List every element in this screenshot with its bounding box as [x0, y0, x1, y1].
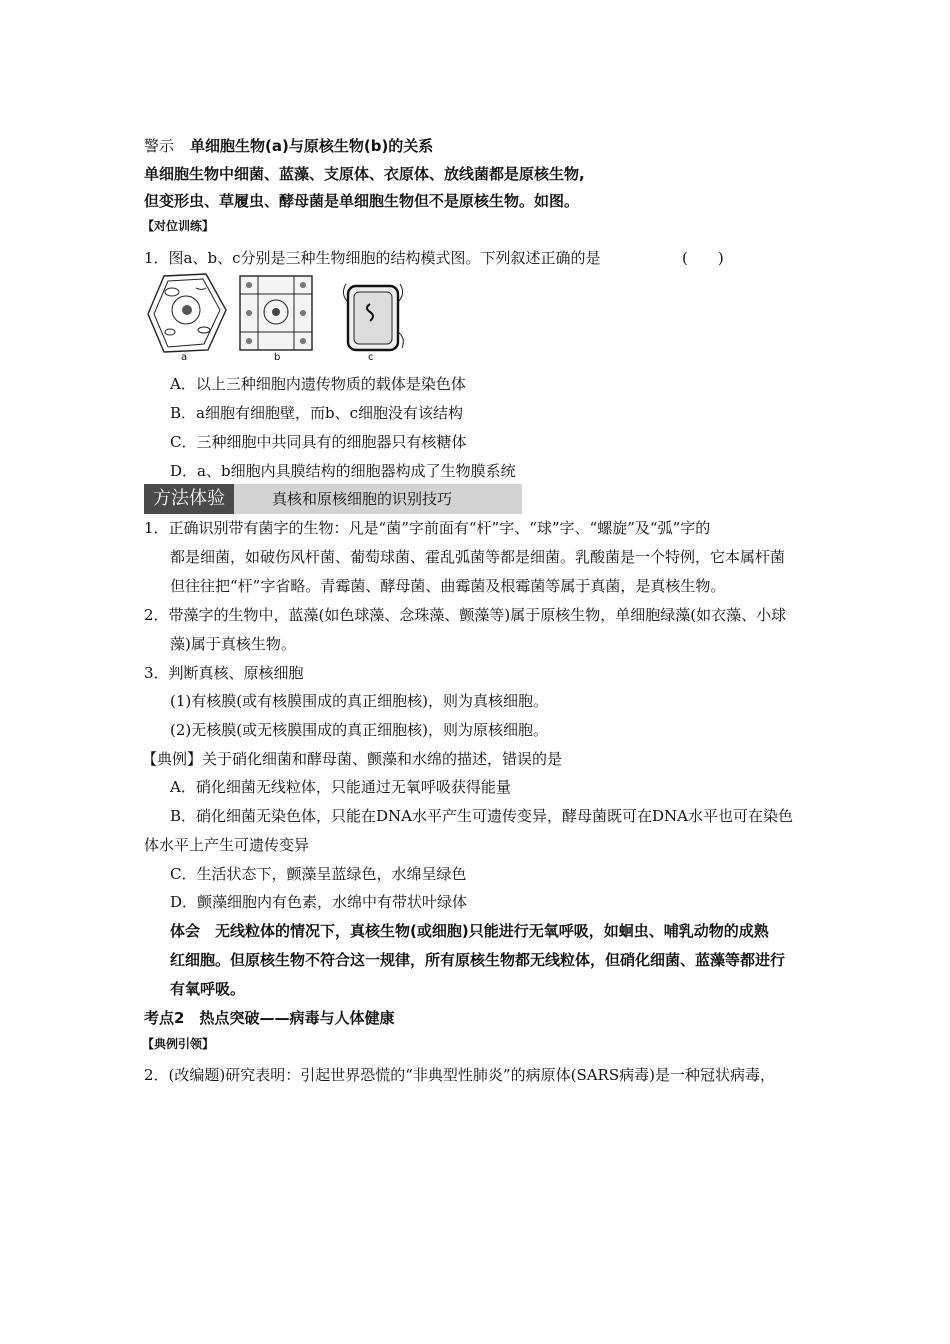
method-2-line-1: 2．带藻字的生物中，蓝藻(如色球藻、念珠藻、颤藻等)属于原核生物，单细胞绿藻(如衣藻、小球	[144, 606, 787, 624]
cell-diagram-figure	[144, 272, 414, 364]
method-3-item-1: (1)有核膜(或有核膜围成的真正细胞核)，则为真核细胞。	[170, 692, 548, 710]
bacterium-drawing	[343, 284, 403, 350]
training-heading: 【对位训练】	[142, 219, 215, 233]
example-option-a: A．硝化细菌无线粒体，只能通过无氧呼吸获得能量	[170, 778, 511, 796]
q1-option-a: A．以上三种细胞内遗传物质的载体是染色体	[170, 375, 466, 393]
example-stem: 【典例】关于硝化细菌和酵母菌、颤藻和水绵的描述，错误的是	[142, 750, 563, 768]
method-1-line-1: 1．正确识别带有菌字的生物：凡是“菌”字前面有“杆”字、“球”字、“螺旋”及“弧”字的	[144, 519, 711, 537]
insight-line-2: 红细胞。但原核生物不符合这一规律，所有原核生物都无线粒体，但硝化细菌、蓝藻等都进行	[170, 951, 786, 969]
warning-heading	[144, 136, 433, 156]
q1-option-c: C．三种细胞中共同具有的细胞器只有核糖体	[170, 433, 467, 451]
warning-label: 警示	[144, 137, 175, 155]
method-1-line-3: 但往往把“杆”字省略。青霉菌、酵母菌、曲霉菌及根霉菌等属于真菌，是真核生物。	[170, 577, 726, 595]
method-tag: 方法体验	[144, 484, 234, 514]
warning-title: 单细胞生物(a)与原核生物(b)的关系	[190, 137, 434, 155]
cell-diagrams	[144, 272, 414, 364]
animal-cell-drawing	[240, 276, 312, 350]
lead-heading: 【典例引领】	[142, 1037, 215, 1051]
q1-stem: 1．图a、b、c分别是三种生物细胞的结构模式图。下列叙述正确的是	[144, 249, 601, 267]
q1-option-d: D．a、b细胞内具膜结构的细胞器构成了生物膜系统	[170, 462, 516, 480]
method-title: 真核和原核细胞的识别技巧	[272, 490, 453, 508]
example-option-b-line-2: 体水平上产生可遗传变异	[144, 836, 310, 854]
q1-option-b: B．a细胞有细胞壁，而b、c细胞没有该结构	[170, 404, 463, 422]
insight-line-3: 有氧呼吸。	[170, 980, 246, 998]
figure-label-a: a	[181, 352, 188, 363]
topic-2-heading: 考点2 热点突破——病毒与人体健康	[144, 1009, 395, 1027]
warning-line-2: 但变形虫、草履虫、酵母菌是单细胞生物但不是原核生物。如图。	[144, 192, 580, 210]
figure-label-c: c	[368, 352, 374, 363]
method-banner	[144, 484, 522, 514]
example-option-c: C．生活状态下，颤藻呈蓝绿色，水绵呈绿色	[170, 865, 467, 883]
q2-stem: 2．(改编题)研究表明：引起世界恐慌的“非典型性肺炎”的病原体(SARS病毒)是一种冠状病毒，	[144, 1066, 775, 1084]
q1-answer-blank: ( )	[682, 249, 724, 267]
method-1-line-2: 都是细菌，如破伤风杆菌、葡萄球菌、霍乱弧菌等都是细菌。乳酸菌是一个特例，它本属杆菌	[170, 548, 786, 566]
figure-label-b: b	[274, 352, 281, 363]
method-3-item-2: (2)无核膜(或无核膜围成的真正细胞核)，则为原核细胞。	[170, 721, 548, 739]
example-option-d: D．颤藻细胞内有色素，水绵中有带状叶绿体	[170, 893, 468, 911]
warning-line-1: 单细胞生物中细菌、蓝藻、支原体、衣原体、放线菌都是原核生物,	[144, 165, 585, 183]
plant-cell-drawing	[148, 274, 226, 352]
example-option-b-line-1: B．硝化细菌无染色体，只能在DNA水平产生可遗传变异，酵母菌既可在DNA水平也可在染色	[170, 807, 793, 825]
insight-line-1: 体会 无线粒体的情况下，真核生物(或细胞)只能进行无氧呼吸，如蛔虫、哺乳动物的成熟	[170, 922, 769, 940]
method-2-line-2: 藻)属于真核生物。	[170, 635, 296, 653]
method-3-title: 3．判断真核、原核细胞	[144, 664, 304, 682]
